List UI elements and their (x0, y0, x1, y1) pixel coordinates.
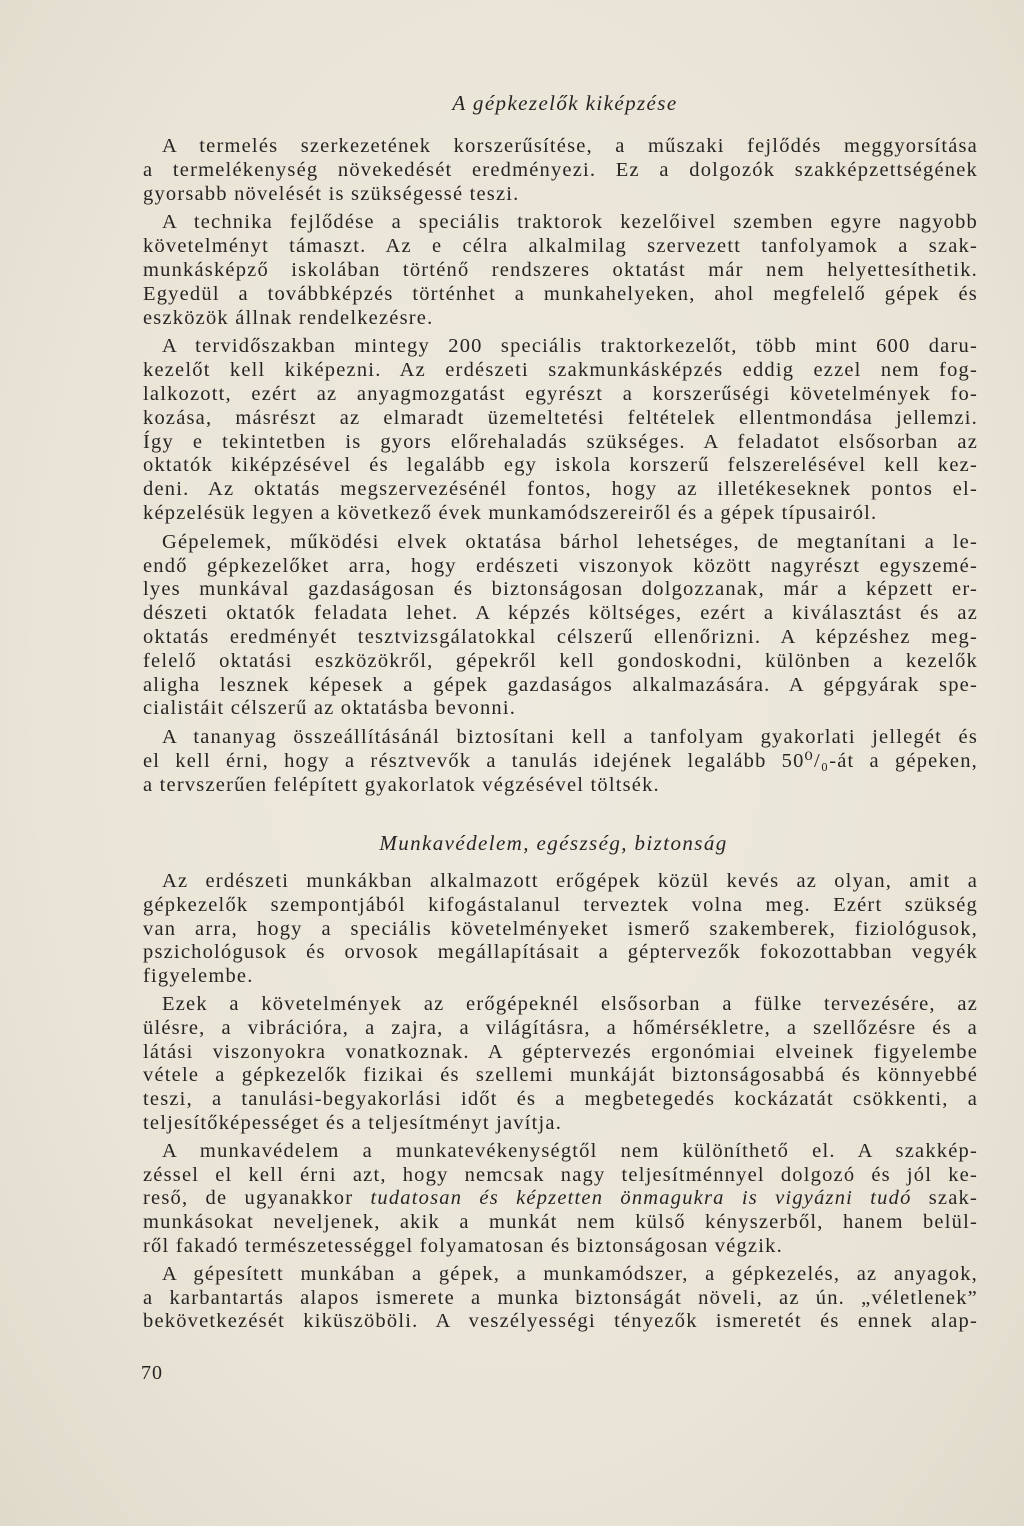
text-line: deni. Az oktatás megszervezésénél fontos, hogy az illetékeseknek pontos el- (143, 478, 978, 501)
text-line: látási viszonyokra vonatkoznak. A géptervezés ergonómiai elveinek figyelembe (143, 1040, 978, 1063)
text-line: oktatás eredményét tesztvizsgálatokkal célszerű ellenőrizni. A képzéshez meg- (143, 625, 978, 648)
text-line: Az erdészeti munkákban alkalmazott erőgépek közül kevés az olyan, amit a (162, 870, 978, 892)
paragraph (143, 335, 978, 525)
text-line: ről fakadó természetességgel folyamatosan és biztonságosan végzik. (143, 1234, 783, 1257)
text-line: Egyedül a továbbképzés történhet a munkahelyeken, ahol megfelelő gépek és (143, 282, 978, 305)
text-line: munkásképző iskolában történő rendszeres oktatást már nem helyettesíthetik. (143, 258, 978, 281)
text-line: Ezek a követelmények az erőgépeknél elsősorban a fülke tervezésére, az (162, 992, 978, 1015)
paragraph (143, 1263, 978, 1334)
text-line (143, 1187, 978, 1211)
text-line: A tananyag összeállításánál biztosítani kell a tanfolyam gyakorlati jellegét és (162, 726, 978, 749)
text-line: pszichológusok és orvosok megállapításait a géptervezők fokozottabban vegyék (143, 941, 978, 964)
text-line: gyorsabb növelését is szükségessé teszi. (143, 182, 520, 205)
emphasis-text: tudatosan és képzetten önmagukra is vigyázni tudó (370, 1187, 912, 1210)
text-line: van arra, hogy a speciális követelményeket ismerő szakemberek, fiziológusok, (143, 917, 978, 940)
text-line: gépkezelők szempontjából kifogástalanul terveztek volna meg. Ezért szükség (143, 893, 978, 916)
text-line: el kell érni, hogy a résztvevők a tanulás idejének legalább 50⁰/₀-át a gépeken, (143, 749, 978, 772)
text-line: teszi, a tanulási-begyakorlási időt és a megbetegedés kockázatát csökkenti, a (143, 1088, 978, 1111)
text-line: A technika fejlődése a speciális traktorok kezelőivel szemben egyre nagyobb (162, 211, 978, 234)
text-line: Így e tekintetben is gyors előrehaladás szükséges. A feladatot elsősorban az (143, 430, 978, 453)
text-line: felelő oktatási eszközökről, gépekről kell gondoskodni, különben a kezelők (143, 649, 978, 672)
text-line: Gépelemek, működési elvek oktatása bárhol lehetséges, de megtanítani a le- (162, 530, 978, 553)
paragraph (143, 726, 978, 797)
text-line: vétele a gépkezelők fizikai és szellemi munkáját biztonságosabbá és könnyebbé (143, 1064, 978, 1087)
paragraph (143, 993, 978, 1136)
text-line: a karbantartás alapos ismerete a munka biztonságát növeli, az ún. „véletlenek” (143, 1286, 978, 1309)
text-line: kezelőt kell kiképezni. Az erdészeti szakmunkásképzés eddig ezzel nem fog- (143, 359, 978, 382)
section-body (143, 135, 978, 798)
text-fragment: szak- (911, 1187, 978, 1210)
section-title: Munkavédelem, egészség, biztonság (379, 831, 728, 855)
paragraph (143, 1140, 978, 1259)
text-line: figyelembe. (143, 965, 254, 988)
text-line: a tervszerűen felépített gyakorlatok végzésével töltsék. (143, 773, 660, 796)
text-line: a termelékenység növekedését eredményezi. Ez a dolgozók szakképzettségének (143, 158, 978, 181)
section-title: A gépkezelők kiképzése (452, 91, 678, 115)
text-line: oktatók kiképzésével és legalább egy iskola korszerű felszerelésével kell kez- (143, 454, 978, 477)
text-line: eszközök állnak rendelkezésre. (143, 306, 434, 329)
text-line: lyes munkával gazdaságosan és biztonságosan dolgozzanak, már a képzett er- (143, 578, 978, 601)
page-number: 70 (141, 1362, 163, 1384)
text-line: munkásokat neveljenek, akik a munkát nem külső kényszerből, hanem belül- (143, 1211, 978, 1234)
text-line: aligha lesznek képesek a gépek gazdaságos alkalmazására. A gépgyárak spe- (143, 673, 978, 696)
text-line: ülésre, a vibrációra, a zajra, a világításra, a hőmérsékletre, a szellőzésre és a (143, 1016, 978, 1039)
text-line: endő gépkezelőket arra, hogy erdészeti viszonyok között nagyrészt egyszemé- (143, 554, 978, 577)
text-line: dészeti oktatók feladata lehet. A képzés költséges, ezért a kiválasztást és az (143, 602, 978, 625)
paragraph (143, 211, 978, 330)
text-line: A munkavédelem a munkatevékenységtől nem különíthető el. A szakkép- (162, 1139, 978, 1162)
text-line: A gépesített munkában a gépek, a munkamódszer, a gépkezelés, az anyagok, (162, 1262, 978, 1285)
text-line: követelményt támaszt. Az e célra alkalmilag szervezett tanfolyamok a szak- (143, 235, 978, 258)
text-line: képzelésük legyen a következő évek munkamódszereiről és a gépek típusairól. (143, 501, 878, 524)
text-line: A tervidőszakban mintegy 200 speciális traktorkezelőt, több mint 600 daru- (162, 335, 978, 358)
section-body (143, 870, 978, 1334)
text-fragment: reső, de ugyanakkor (143, 1187, 371, 1210)
text-line: kozása, másrészt az elmaradt üzemeltetési feltételek ellentmondása jellemzi. (143, 406, 978, 429)
text-line: lalkozott, ezért az anyagmozgatást egyrészt a korszerűségi követelmények fo- (143, 382, 978, 405)
text-line: zéssel el kell érni azt, hogy nemcsak nagy teljesítménnyel dolgozó és jól ke- (143, 1163, 978, 1186)
text-line: teljesítőképességet és a teljesítményt javítja. (143, 1111, 563, 1134)
text-line: cialistáit célszerű az oktatásba bevonni. (143, 697, 517, 720)
paragraph (143, 135, 978, 206)
paragraph (143, 870, 978, 989)
paragraph (143, 531, 978, 721)
text-line: bekövetkezését kiküszöböli. A veszélyességi tényezők ismeretét és ennek alap- (143, 1310, 978, 1333)
text-line: A termelés szerkezetének korszerűsítése, a műszaki fejlődés meggyorsítása (162, 135, 978, 157)
